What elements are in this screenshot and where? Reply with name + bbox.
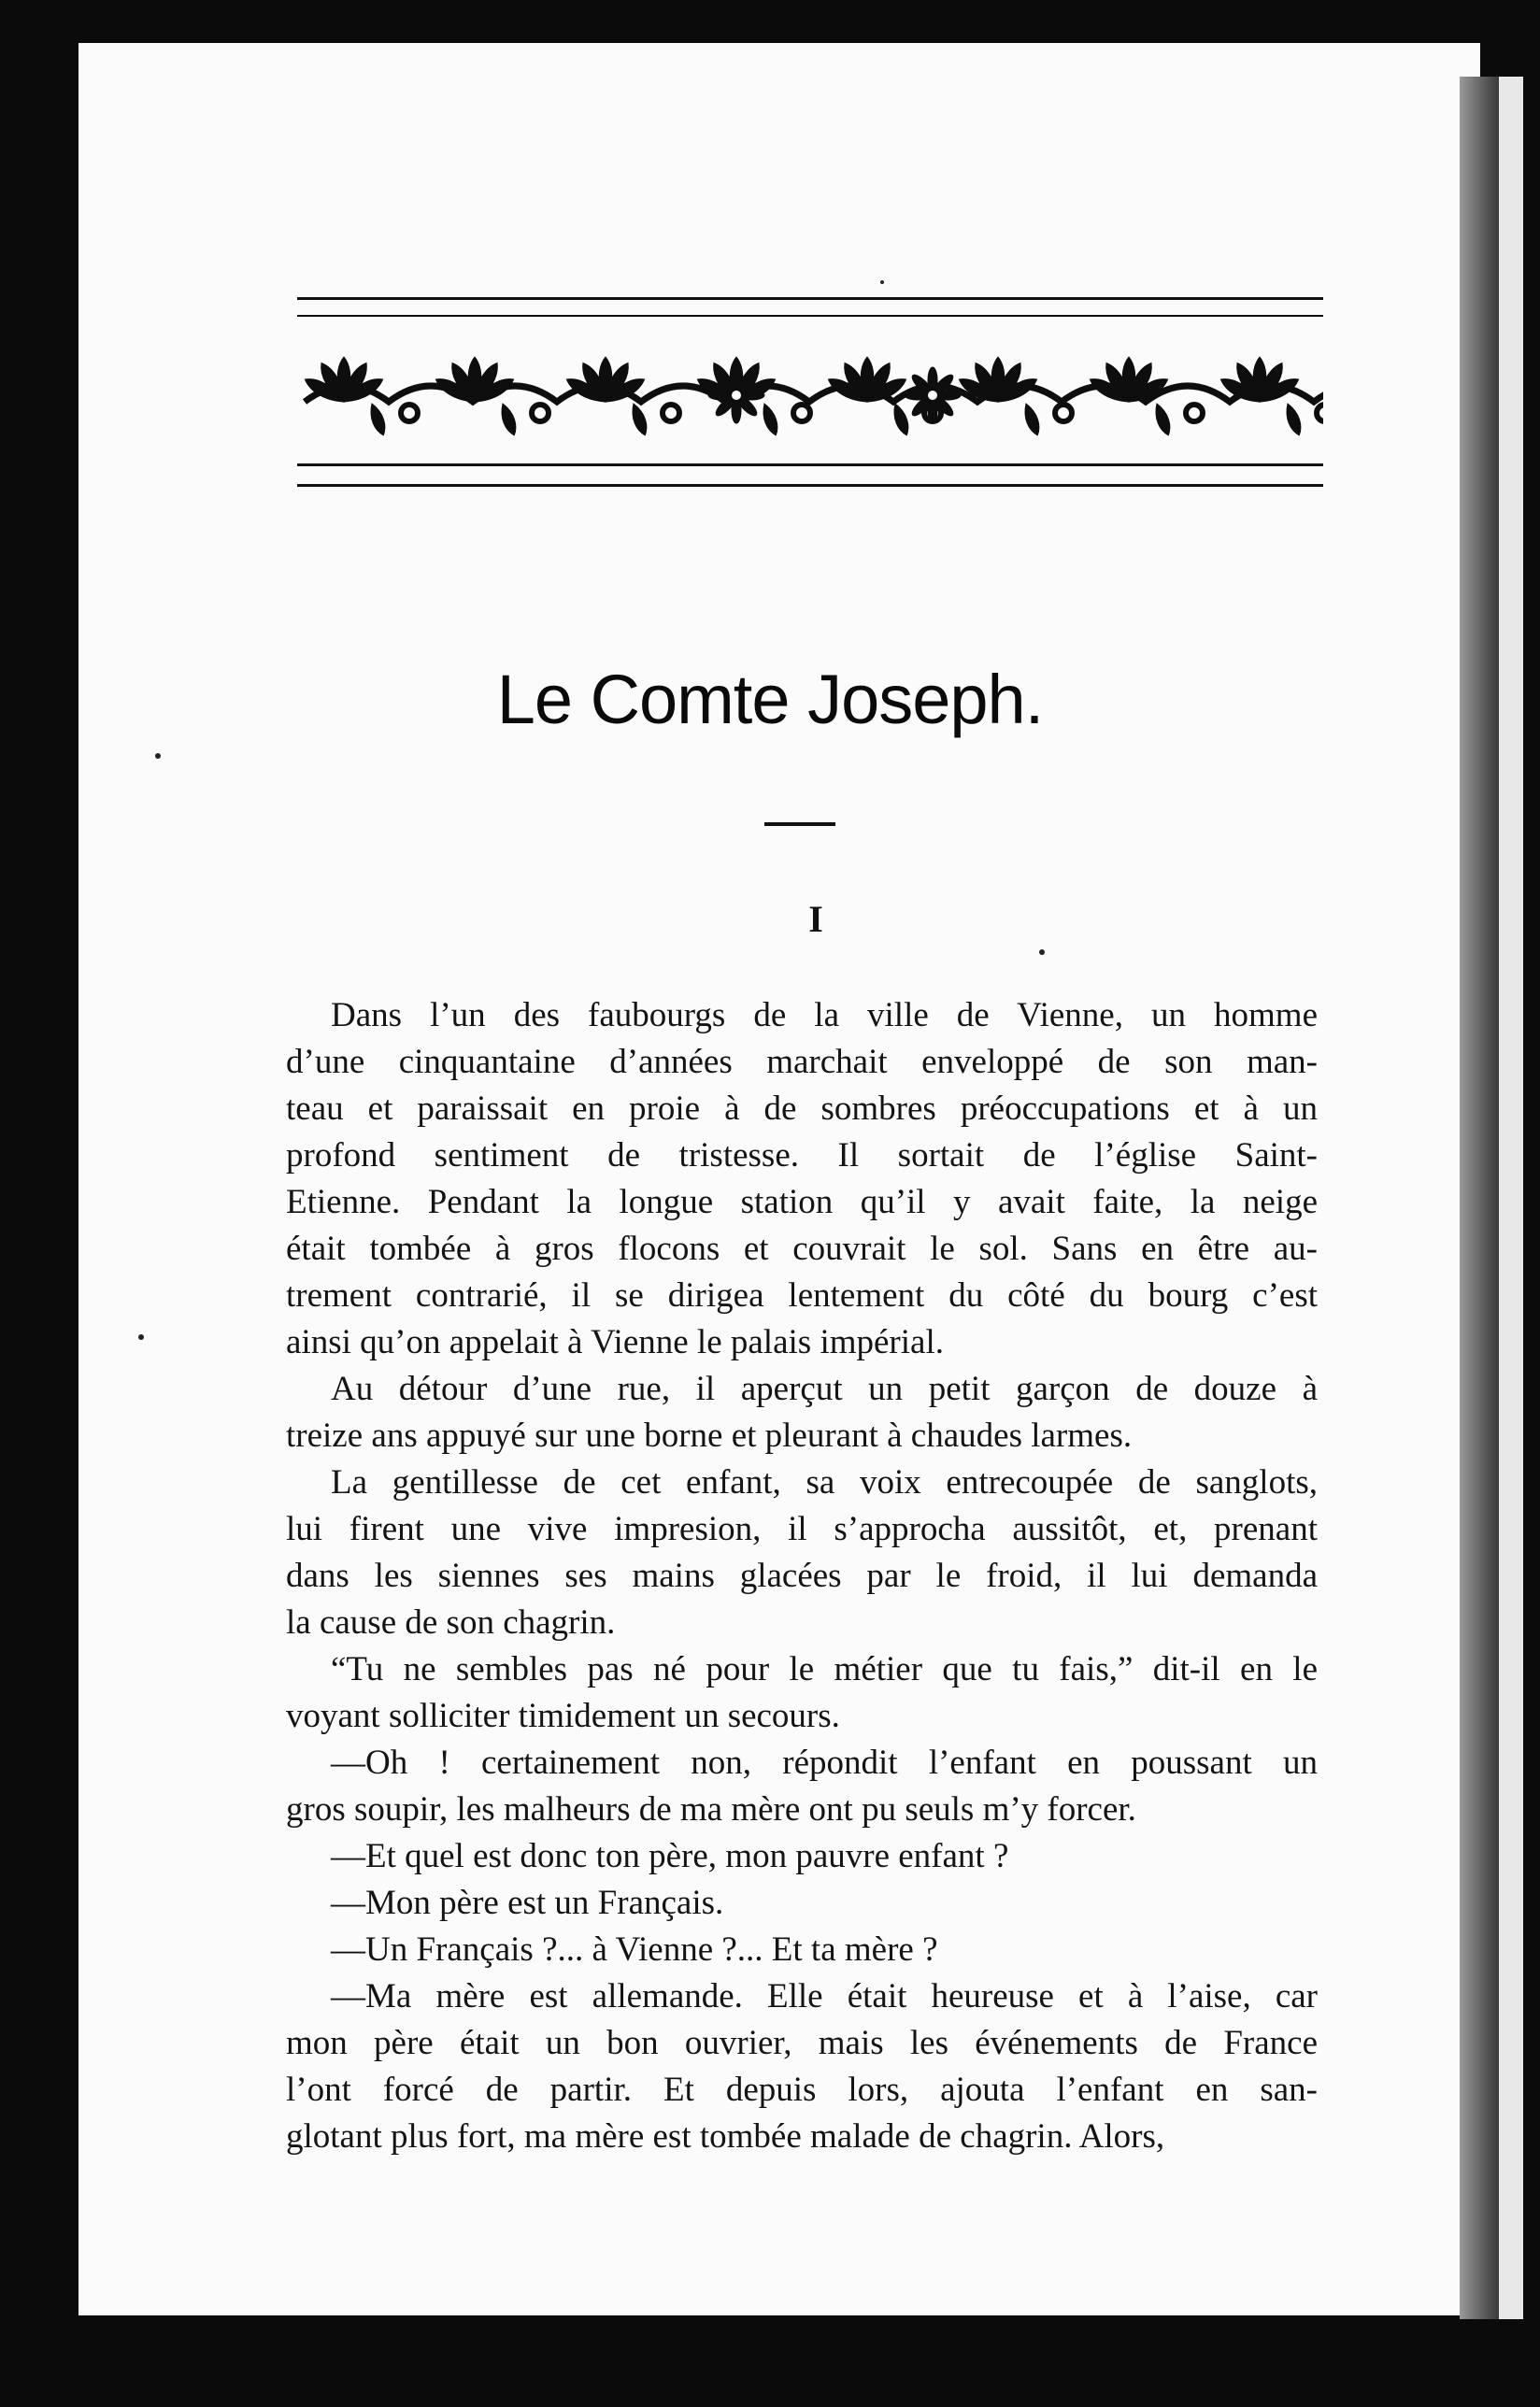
text-line: “Tu ne sembles pas né pour le métier que tu fais,” dit-il en le [331, 1650, 1318, 1688]
header-rule-top-1 [297, 297, 1323, 300]
scan-speck [1039, 949, 1045, 955]
paragraph [286, 1366, 1318, 1460]
header-rule-top-2 [297, 315, 1323, 317]
paragraph [286, 1927, 1318, 1973]
paragraph [286, 992, 1318, 1366]
text-line: l’ont forcé de partir. Et depuis lors, ajouta l’enfant en san- [286, 2071, 1318, 2109]
paragraph [286, 1973, 1318, 2160]
header-rule-bottom-2 [297, 484, 1323, 487]
text-line: —Et quel est donc ton père, mon pauvre enfant ? [331, 1837, 1009, 1875]
paragraph [286, 1646, 1318, 1740]
text-line: la cause de son chagrin. [286, 1603, 616, 1642]
text-line: Etienne. Pendant la longue station qu’il y avait faite, la neige [286, 1183, 1318, 1221]
text-line: Dans l’un des faubourgs de la ville de Vienne, un homme [331, 996, 1318, 1034]
text-line: Au détour d’une rue, il aperçut un petit garçon de douze à [331, 1370, 1318, 1408]
scan-speck [138, 1334, 144, 1340]
text-line: lui firent une vive impresion, il s’approcha aussitôt, et, prenant [286, 1510, 1318, 1548]
text-line: teau et paraissait en proie à de sombres préoccupations et à un [286, 1090, 1318, 1128]
chapter-title: Le Comte Joseph. [496, 661, 1044, 738]
text-line: ainsi qu’on appelait à Vienne le palais impérial. [286, 1323, 944, 1361]
text-line: d’une cinquantaine d’années marchait enveloppé de son man- [286, 1043, 1318, 1081]
text-line: trement contrarié, il se dirigea lentement du côté du bourg c’est [286, 1276, 1318, 1315]
scan-speck [880, 280, 884, 284]
text-line: mon père était un bon ouvrier, mais les événements de France [286, 2024, 1318, 2062]
text-line: glotant plus fort, ma mère est tombée malade de chagrin. Alors, [286, 2117, 1165, 2156]
paragraph [286, 1833, 1318, 1880]
text-line: profond sentiment de tristesse. Il sortait de l’église Saint- [286, 1136, 1318, 1175]
section-number: I [808, 898, 823, 940]
text-line: treize ans appuyé sur une borne et pleurant à chaudes larmes. [286, 1417, 1133, 1455]
page-edge [1499, 77, 1523, 2319]
book-spine-edge [1460, 77, 1499, 2319]
body-text [286, 992, 1318, 2160]
text-line: voyant solliciter timidement un secours. [286, 1697, 840, 1735]
paragraph [286, 1880, 1318, 1927]
text-line: —Mon père est un Français. [331, 1884, 724, 1922]
text-line: —Ma mère est allemande. Elle était heureuse et à l’aise, car [331, 1977, 1318, 2015]
text-line: gros soupir, les malheurs de ma mère ont pu seuls m’y forcer. [286, 1790, 1136, 1829]
scan-speck [155, 753, 161, 759]
floral-vine-ornament [297, 344, 1323, 447]
title-dash [764, 822, 835, 826]
paragraph [286, 1460, 1318, 1646]
paragraph [286, 1740, 1318, 1833]
text-line: dans les siennes ses mains glacées par le froid, il lui demanda [286, 1557, 1318, 1595]
text-line: —Oh ! certainement non, répondit l’enfant en poussant un [331, 1744, 1318, 1782]
text-line: était tombée à gros flocons et couvrait le sol. Sans en être au- [286, 1230, 1318, 1268]
header-rule-bottom-1 [297, 463, 1323, 466]
text-line: —Un Français ?... à Vienne ?... Et ta mère ? [331, 1930, 938, 1969]
text-line: La gentillesse de cet enfant, sa voix entrecoupée de sanglots, [331, 1463, 1318, 1502]
